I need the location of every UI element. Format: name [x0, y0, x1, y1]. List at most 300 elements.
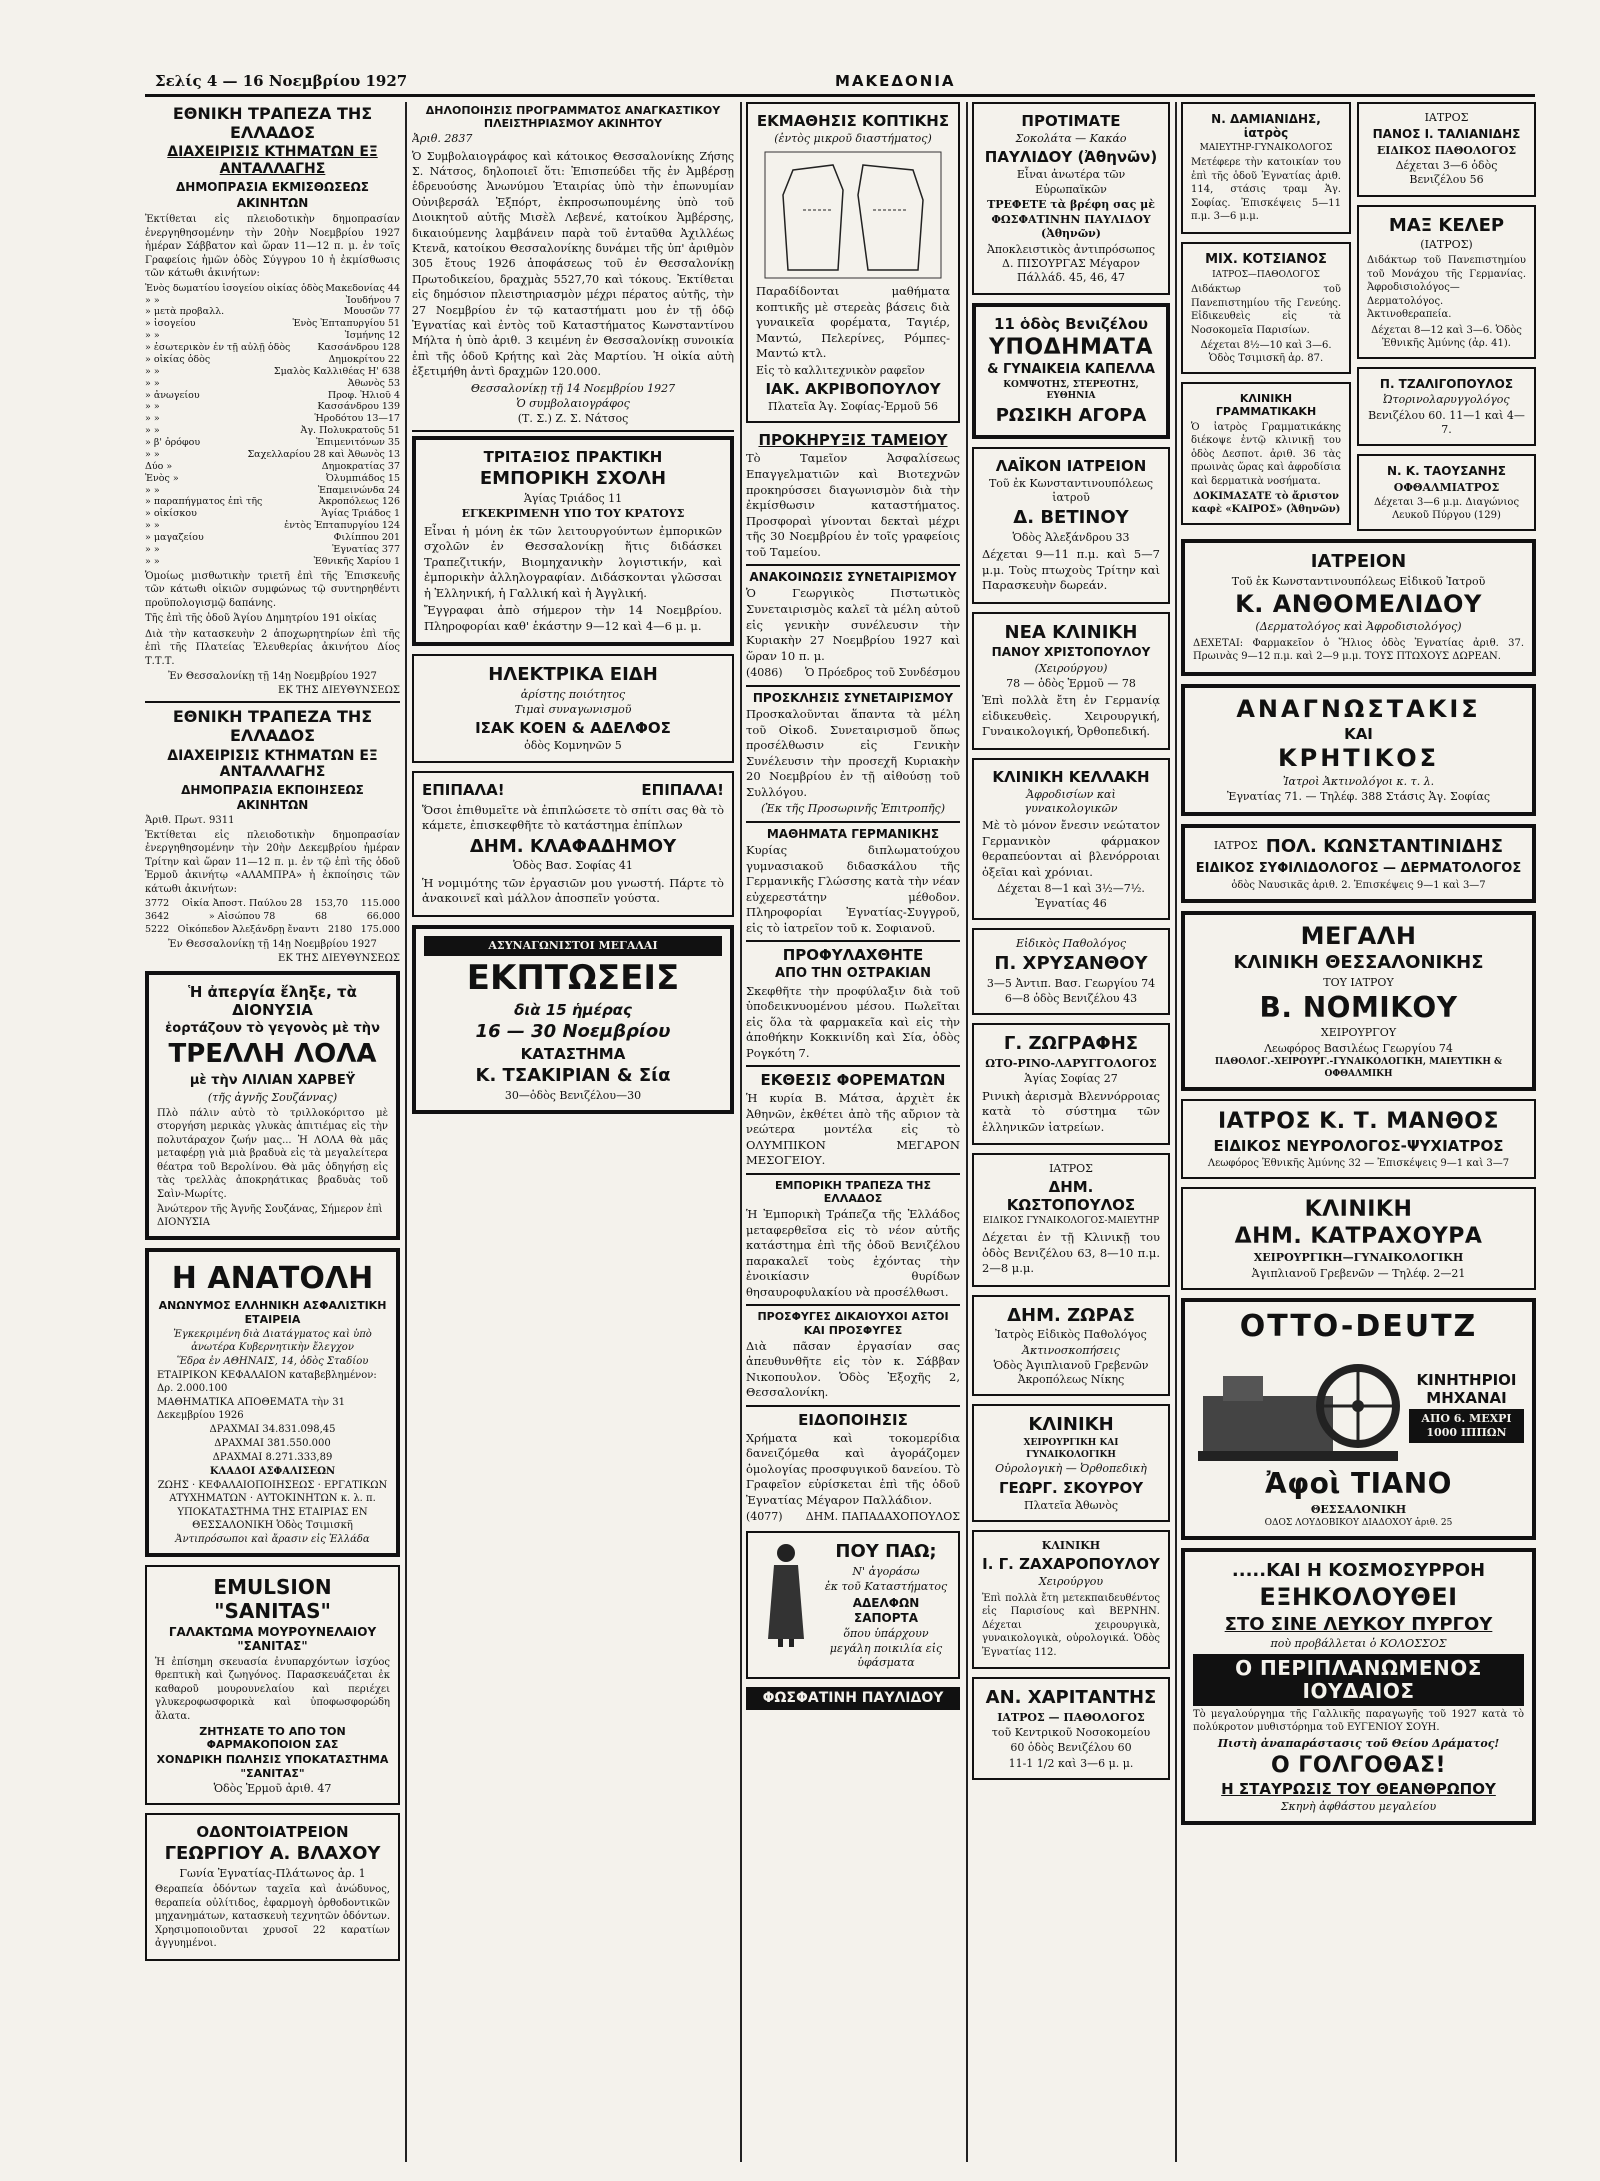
property-cell: Ἀγ. Πολυκρατοῦς 51 — [300, 425, 400, 437]
ad-line: Ἀφροδισίων καὶ γυναικολογικῶν — [1024, 787, 1118, 815]
property-row — [145, 556, 400, 568]
top-doctors-left — [1181, 102, 1351, 539]
ad-name: Γ. ΖΩΓΡΑΦΗΣ — [1003, 1033, 1139, 1055]
skourou-clinic-ad — [972, 1404, 1170, 1522]
page-date: Σελίς 4 — 16 Νοεμβρίου 1927 — [155, 72, 408, 90]
ad-line: ΧΕΙΡΟΥΡΓΙΚΗ ΚΑΙ ΓΥΝΑΙΚΟΛΟΓΙΚΗ — [1023, 1438, 1119, 1460]
property-cell: » » — [145, 330, 160, 342]
ad-line: ΙΑΤΡΟΣ — [1424, 111, 1469, 124]
ad-footer: Ἀνώτερον τῆς Ἀγνῆς Σουζάνας, Σήμερον ἐπὶ ΔΙΟΝΥΣΙΑ — [157, 1204, 383, 1229]
notice-body: Ὁ Γεωργικὸς Πιστωτικὸς Συνεταιρισμὸς καλεῖ τὰ μέλη αὐτοῦ εἰς γενικὴν συνέλευσιν τὴν Κυριακὴν 27 Νοεμβρίου 1927 καὶ ὥραν 10 π. μ. — [746, 586, 960, 663]
ad-name: Ν. ΔΑΜΙΑΝΙΔΗΣ, ἰατρὸς — [1211, 112, 1321, 141]
ad-body: Μετέφερε τὴν κατοικίαν του ἐπὶ τῆς ὁδοῦ Ἐγνατίας ἀριθ. 114, στάσις τραμ Ἁγ. Σοφίας. Ἐπισκέψεις 5—11 π.μ. 3—6 μ.μ. — [1191, 157, 1341, 223]
commercial-school-ad — [412, 436, 734, 646]
ad-address: Λεωφόρος Βασιλέως Γεωργίου 74 — [1264, 1041, 1453, 1055]
ad-line: ΤΟΥ ΙΑΤΡΟΥ — [1323, 975, 1394, 989]
notice-intro: Ἐκτίθεται εἰς πλειοδοτικὴν δημοπρασίαν ἐνεργηθησομένην τὴν 20ὴν Νοεμβρίου 1927 ἡμέραν Σάββατον καὶ ὥραν 11—12 π. μ. ἐν τοῖς Γραφείοις ἡμῶν ὁδὸς Σύγγρου 10 ἡ ἐκμίσθωσις τῶν κάτωθι ἀκινήτων: — [145, 214, 400, 280]
ad-hours: Δέχεται 3—6 ὁδὸς Βενιζέλου 56 — [1395, 158, 1498, 187]
property-row — [145, 425, 400, 437]
sale-cell: Οἰκία Ἀποστ. Παύλου 28 — [181, 898, 303, 910]
film-title: ΤΡΕΛΛΗ ΛΟΛΑ — [168, 1039, 377, 1070]
ad-line: ΖΗΤΗΣΑΤΕ ΤΟ ΑΠΟ ΤΟΝ ΦΑΡΜΑΚΟΠΟΙΟΝ ΣΑΣ — [199, 1725, 346, 1752]
ad-line: ΕΙΔΙΚΟΣ ΝΕΥΡΟΛΟΓΟΣ-ΨΥΧΙΑΤΡΟΣ — [1213, 1136, 1504, 1155]
ad-name: Β. ΝΟΜΙΚΟΥ — [1259, 991, 1458, 1025]
ad-name: ΚΡΗΤΙΚΟΣ — [1278, 744, 1439, 773]
dentist-vlachos-ad — [145, 1813, 400, 1960]
property-cell: » » — [145, 413, 160, 425]
damianidis-ad — [1181, 102, 1351, 234]
property-cell: Κασσάνδρου 128 — [317, 342, 400, 354]
zografis-ad — [972, 1023, 1170, 1145]
notice-signature: ΔΗΜ. ΠΑΠΑΔΑΧΟΠΟΥΛΟΣ — [805, 1510, 960, 1524]
konstantinidis-ad — [1181, 824, 1536, 903]
notice-body: Κυρίας διπλωματούχου γυμνασιακοῦ διδασκάλου τῆς Γερμανικῆς Γλώσσης κατὰ τὴν νέαν εὐχερεστάτην μέθοδον. Πληροφορίαι Ἐγνατίας-Συγγροῦ, εἰς τὸ ἰατρεῖον τοῦ κ. Σοφιανοῦ. — [746, 843, 960, 935]
ad-name: ΙΑΤΡΟΣ Κ. Τ. ΜΑΝΘΟΣ — [1217, 1109, 1500, 1135]
notice-date: Ἐν Θεσσαλονίκῃ τῇ 14ῃ Νοεμβρίου 1927 — [168, 671, 377, 683]
top-doctors-right — [1357, 102, 1536, 539]
notice-number: Ἀριθ. Πρωτ. 9311 — [145, 814, 235, 826]
ad-line: ΖΩΗΣ · ΚΕΦΑΛΑΙΟΠΟΙΗΣΕΩΣ · ΕΡΓΑΤΙΚΩΝ ΑΤΥΧΗΜΑΤΩΝ · ΑΥΤΟΚΙΝΗΤΩΝ κ. λ. π. — [157, 1479, 388, 1504]
divider — [746, 1173, 960, 1175]
notice-footer — [746, 666, 960, 681]
ad-address: 11 ὁδὸς Βενιζέλου — [993, 314, 1149, 333]
ad-line: Ἕδρα ἐν ΑΘΗΝΑΙΣ, 14, ὁδὸς Σταδίου — [176, 1355, 369, 1367]
property-row — [145, 366, 400, 378]
sale-cell: » Αἰσώπου 78 — [208, 911, 276, 923]
notice-body: Ὁμοίως μισθωτικὴν τριετῆ ἐπὶ τῆς Ἐπισκευῆς τῶν κάτωθι οἰκιῶν συμφώνως τῷ συντηρηθέντι προϋπολογισμῷ δαπάνης. — [145, 570, 400, 609]
newspaper-name: ΜΑΚΕΔΟΝΙΑ — [835, 72, 956, 90]
ad-line: ΙΑΤΡΟΣ—ΠΑΘΟΛΟΓΟΣ — [1212, 269, 1320, 280]
divider — [145, 701, 400, 703]
divider — [746, 564, 960, 566]
ad-name: Κ. ΤΣΑΚΙΡΙΑΝ & Σία — [475, 1064, 671, 1086]
property-cell: Ἐπαμεινώνδα 24 — [317, 484, 400, 496]
property-cell: » » — [145, 484, 160, 496]
notice-title: ΠΡΟΚΗΡΥΞΙΣ ΤΑΜΕΙΟΥ — [758, 431, 948, 450]
notice-subtitle-2: ΔΗΜΟΠΡΑΣΙΑ ΕΚΜΙΣΘΩΣΕΩΣ ΑΚΙΝΗΤΩΝ — [175, 179, 370, 210]
property-cell: » » — [145, 520, 160, 532]
ad-name: ΜΙΧ. ΚΟΤΣΙΑΝΟΣ — [1205, 251, 1327, 267]
property-cell: Μακεδονίας 44 — [325, 282, 400, 294]
information-notice — [746, 1411, 960, 1525]
ad-line: ΙΑΤΡΟΣ — [1213, 839, 1258, 853]
ad-line: Ἀκτινοσκοπήσεις — [1022, 1343, 1120, 1357]
property-cell: Ἀθωνὸς 53 — [347, 377, 400, 389]
ad-address: Γωνία Ἐγνατίας-Πλάτωνος ἀρ. 1 — [179, 1866, 366, 1880]
property-cell: » μαγαζείου — [145, 532, 204, 544]
ad-body: Τὸ μεγαλούργημα τῆς Γαλλικῆς παραγωγῆς τοῦ 1927 κατὰ τὸ πολύκροτον μυθιστόρημα τοῦ ΕΥΓΕΝΙΟΥ ΣΟΥΗ. — [1193, 1708, 1524, 1734]
scarlet-fever-notice — [746, 946, 960, 1061]
coffee-line: ΔΟΚΙΜΑΣΑΤΕ τὸ ἄριστον καφὲ «ΚΑΙΡΟΣ» (Ἀθηνῶν) — [1191, 491, 1341, 516]
ad-headline: ΚΛΙΝΙΚΗ ΚΕΛΛΑΚΗ — [992, 767, 1150, 786]
ad-name: ΙΑΚ. ΑΚΡΙΒΟΠΟΥΛΟΥ — [765, 380, 941, 399]
property-cell: Ἰσμήνης 12 — [344, 330, 400, 342]
property-row — [145, 508, 400, 520]
ad-line: (ἐντὸς μικροῦ διαστήματος) — [774, 132, 932, 145]
ad-line: ΧΕΙΡΟΥΡΓΙΚΗ—ΓΥΝΑΙΚΟΛΟΓΙΚΗ — [1253, 1251, 1464, 1265]
ad-line: ΜΑΘΗΜΑΤΙΚΑ ΑΠΟΘΕΜΑΤΑ τὴν 31 Δεκεμβρίου 1926 — [157, 1396, 346, 1421]
ad-line: & ΓΥΝΑΙΚΕΙΑ ΚΑΠΕΛΛΑ — [987, 361, 1155, 377]
sale-list — [145, 898, 400, 936]
film-title: Ο ΠΕΡΙΠΛΑΝΩΜΕΝΟΣ ΙΟΥΔΑΙΟΣ — [1193, 1654, 1524, 1706]
ad-name: ΓΕΩΡΓΙΟΥ Α. ΒΛΑΧΟΥ — [164, 1843, 381, 1865]
woman-figure-illustration — [756, 1539, 816, 1649]
property-cell: ἐντὸς Ἐπταπυργίου 124 — [284, 520, 400, 532]
ad-name: ΠΑΥΛΙΔΟΥ (Ἀθηνῶν) — [984, 148, 1158, 167]
ad-address: 30—ὁδὸς Βενιζέλου—30 — [504, 1088, 642, 1102]
column-1 — [145, 102, 400, 1969]
nomikou-clinic-ad — [1181, 911, 1536, 1092]
ad-headline: ΜΕΓΑΛΗ — [1300, 921, 1417, 950]
property-row — [145, 390, 400, 402]
ad-line: (ΙΑΤΡΟΣ) — [1420, 238, 1473, 252]
property-cell: » » — [145, 425, 160, 437]
ad-address: Πλατεῖα Ἁγ. Σοφίας-Ἑρμοῦ 56 — [768, 400, 938, 414]
ad-line: ΟΦΘΑΛΜΙΑΤΡΟΣ — [1393, 480, 1500, 494]
property-cell: Δύο » — [145, 460, 173, 472]
notice-signature-2: (Τ. Σ.) Ζ. Σ. Νάτσος — [517, 412, 629, 426]
bank-sale-notice — [145, 707, 400, 965]
ad-headline: ΕΚΠΤΩΣΕΙΣ — [466, 957, 680, 998]
property-row — [145, 306, 400, 318]
ad-address: ΟΔΟΣ ΛΟΥΔΟΒΙΚΟΥ ΔΙΑΔΟΧΟΥ ἀριθ. 25 — [1264, 1517, 1453, 1528]
property-cell: » β' ὀρόφου — [145, 437, 201, 449]
ad-headline: ΕΚΜΑΘΗΣΙΣ ΚΟΠΤΙΚΗΣ — [756, 112, 950, 130]
brand-name: OTTO-DEUTZ — [1239, 1308, 1478, 1344]
ad-headline: ΚΛΙΝΙΚΗ — [1028, 1414, 1114, 1436]
sale-cell: 175.000 — [360, 924, 400, 936]
property-row — [145, 473, 400, 485]
katrachoura-clinic-ad — [1181, 1187, 1536, 1290]
ad-hours: Δέχεται 8—12 καὶ 3—6. Ὁδὸς Ἐθνικῆς Ἀμύνης (ἀρ. 41). — [1371, 324, 1522, 349]
ad-address: Ἁγίας Τριάδος 11 — [523, 492, 623, 506]
ad-name: Κ. ΑΝΘΟΜΕΛΙΔΟΥ — [1235, 589, 1482, 618]
ad-body: Διδάκτωρ τοῦ Πανεπιστημίου τοῦ Μονάχου τῆς Γερμανίας. Ἀφροδισιολόγος—Δερματολόγος. Ἀκτινοθεραπεία. — [1367, 255, 1526, 321]
sale-cell: 115.000 — [360, 898, 400, 910]
property-row — [145, 378, 400, 390]
cooperative-notice — [746, 570, 960, 681]
film-title: Ο ΓΟΛΓΟΘΑΣ! — [1270, 1752, 1447, 1778]
column-divider — [405, 102, 407, 2162]
anatoli-insurance-ad — [145, 1248, 400, 1556]
property-row — [145, 437, 400, 449]
ad-line: Ἀντιπρόσωποι καὶ ἄρασιν εἰς Ἑλλάδα — [175, 1533, 370, 1545]
column-5 — [1181, 102, 1536, 1833]
notice-signature: Ὁ συμβολαιογράφος — [516, 396, 630, 410]
ad-name: ΔΗΜ. ΚΛΑΦΑΔΗΜΟΥ — [469, 835, 677, 857]
sanitas-ad — [145, 1565, 400, 1805]
ad-line: ΩΤΟ-ΡΙΝΟ-ΛΑΡΥΓΓΟΛΟΓΟΣ — [985, 1057, 1157, 1071]
divider — [412, 430, 734, 432]
ad-body: Διδάκτωρ τοῦ Πανεπιστημίου τῆς Γενεύης. Εἰδικευθεὶς εἰς τὰ Νοσοκομεῖα Παρισίων. — [1191, 284, 1341, 336]
property-list — [145, 283, 400, 568]
saporta-ad — [746, 1531, 960, 1679]
ad-footer: Ἡ νομιμότης τῶν ἐργασιῶν μου γνωστή. Πάρτε τὸ ἀνακοινεῖ καὶ μάλλον ἀποσπεῖν γούστα. — [422, 875, 724, 906]
notice-title: ΑΝΑΚΟΙΝΩΣΙΣ ΣΥΝΕΤΑΙΡΙΣΜΟΥ — [749, 570, 957, 585]
notice-subtitle: ΔΙΑΧΕΙΡΙΣΙΣ ΚΤΗΜΑΤΩΝ ΕΞ ΑΝΤΑΛΛΑΓΗΣ — [167, 747, 378, 781]
ad-line: Τιμαὶ συναγωνισμοῦ — [514, 703, 632, 717]
sale-cell: 68 — [315, 911, 328, 923]
property-cell: » μετὰ προβαλλ. — [145, 306, 225, 318]
notice-body: Διὰ πᾶσαν ἐργασίαν σας ἀπευθυνθῆτε εἰς τὸν κ. Σάββαν Νικοπουλον. Ὁδὸς Ἐξοχῆς 2, Θεσσαλονίκη. — [746, 1338, 960, 1400]
ad-line: ΠΑΘΟΛΟΓ.-ΧΕΙΡΟΥΡΓ.-ΓΥΝΑΙΚΟΛΟΓΙΚΗ, ΜΑΙΕΥΤΙΚΗ & ΟΦΘΑΛΜΙΚΗ — [1214, 1056, 1503, 1079]
notice-subtitle-2: ΔΗΜΟΠΡΑΣΙΑ ΕΚΠΟΙΗΣΕΩΣ ΑΚΙΝΗΤΩΝ — [181, 783, 364, 812]
ad-headline: ΙΑΤΡΕΙΟΝ — [1310, 550, 1407, 572]
ad-headline: ΠΟΥ ΠΑΩ; — [835, 1541, 937, 1563]
property-cell: » παραπήγματος ἐπὶ τῆς — [145, 496, 263, 508]
ad-line: ἑορτάζουν τὸ γεγονὸς μὲ τὴν — [165, 1020, 380, 1036]
divider — [746, 940, 960, 942]
ad-address: Λεωφόρος Ἐθνικῆς Ἀμύνης 32 — Ἐπισκέψεις 9—1 καὶ 3—7 — [1207, 1157, 1510, 1169]
ad-address: 6—8 ὁδὸς Βενιζέλου 43 — [1004, 992, 1138, 1006]
notice-subtitle: ΑΠΟ ΤΗΝ ΟΣΤΡΑΚΙΑΝ — [775, 966, 931, 982]
property-cell: Κασσάνδρου 139 — [317, 401, 400, 413]
notice-footer — [746, 1510, 960, 1525]
ad-hours: Βενιζέλου 60. 11—1 καὶ 4—7. — [1368, 408, 1525, 436]
column-3 — [746, 102, 960, 1712]
anthomelidou-ad — [1181, 539, 1536, 676]
ad-line: ΚΛΙΝΙΚΗ ΘΕΣΣΑΛΟΝΙΚΗΣ — [1233, 952, 1484, 974]
property-row — [145, 544, 400, 556]
ad-line: ΚΑΙ — [1344, 725, 1373, 744]
property-cell: Ἑνὸς » — [145, 472, 179, 484]
ad-line: ἐκ τοῦ Καταστήματος — [824, 1580, 948, 1594]
ad-line: Τοῦ ἐκ Κωνσταντινουπόλεως Εἰδικοῦ Ἰατροῦ — [1231, 574, 1486, 588]
ad-hours: ὁδὸς Ναυσικᾶς ἀριθ. 2. Ἐπισκέψεις 9—1 καὶ 3—7 — [1231, 879, 1486, 891]
ad-body: Θεραπεία ὀδόντων ταχεῖα καὶ ἀνώδυνος, θεραπεία οὐλίτιδος, ἐφαρμογὴ ὀρθοδοντικῶν μηχανημάτων, κατασκευὴ τεχνητῶν ὀδόντων. Χρησιμοποιοῦνται χρυσοῖ 22 καρατίων ἀγγυημένοι. — [155, 1884, 390, 1950]
notice-signature: ΕΚ ΤΗΣ ΔΙΕΥΘΥΝΣΕΩΣ — [278, 685, 400, 697]
ad-headline: ΚΛΙΝΙΚΗ — [1041, 1539, 1101, 1553]
property-cell: Ἰουδήνου 7 — [345, 294, 400, 306]
ad-line: ΚΛΑΔΟΙ ΑΣΦΑΛΙΣΕΩΝ — [209, 1465, 336, 1477]
notice-title: ΕΘΝΙΚΗ ΤΡΑΠΕΖΑ ΤΗΣ ΕΛΛΑΔΟΣ — [172, 104, 373, 143]
notice-title: ΔΗΛΟΠΟΙΗΣΙΣ ΠΡΟΓΡΑΜΜΑΤΟΣ ΑΝΑΓΚΑΣΤΙΚΟΥ ΠΛΕΙΣΤΗΡΙΑΣΜΟΥ ΑΚΙΝΗΤΟΥ — [425, 104, 721, 131]
ad-line: 16 — 30 Νοεμβρίου — [475, 1021, 671, 1043]
property-cell: Ἐπιμενιτόνων 35 — [315, 437, 400, 449]
ad-name: ΡΩΣΙΚΗ ΑΓΟΡΑ — [995, 404, 1147, 426]
cinema-ad — [1181, 1548, 1536, 1825]
property-row — [145, 413, 400, 425]
grammatikaki-clinic-ad — [1181, 382, 1351, 525]
notice-body: Σκεφθῆτε τὴν προφύλαξιν διὰ τοῦ ὑποδεικνυομένου μέσου. Πωλεῖται εἰς ὅλα τὰ φαρμακεῖα καὶ εἰς τὴν ἀποθήκην Κοκκινίδη καὶ Σία, ὁδὸς Ρογκότη 7. — [746, 983, 960, 1060]
ad-name: ΑΔΕΛΦΩΝ ΣΑΠΟΡΤΑ — [852, 1596, 920, 1625]
property-cell: Σαχελλαρίου 28 καὶ Ἀθωνὸς 13 — [247, 448, 400, 460]
ad-headline: ΕΞΗΚΟΛΟΥΘΕΙ — [1259, 1583, 1458, 1612]
ad-line: ΔΡΑΧΜΑΙ 34.831.098,45 — [209, 1423, 336, 1435]
ad-line: ΥΠΟΚΑΤΑΣΤΗΜΑ ΤΗΣ ΕΤΑΙΡΙΑΣ ΕΝ ΘΕΣΣΑΛΟΝΙΚΗ Ὁδὸς Τσιμισκῆ — [177, 1506, 368, 1531]
sale-cell: 66.000 — [366, 911, 400, 923]
column-2 — [412, 102, 734, 1122]
property-cell: Ἁγίας Τριάδος 1 — [321, 508, 400, 520]
ad-line: ποὺ προβάλλεται ὁ ΚΟΛΟΣΣΟΣ — [1270, 1637, 1447, 1651]
sale-cell: 3642 — [145, 911, 170, 923]
notice-number: (4086) — [746, 666, 783, 680]
notice-signature: ΕΚ ΤΗΣ ΔΙΕΥΘΥΝΣΕΩΣ — [278, 952, 400, 964]
ad-address: Ἀγιπλιανοῦ Γρεβενῶν — Τηλέφ. 2—21 — [1251, 1266, 1466, 1280]
ad-headline: ΠΡΟΤΙΜΑΤΕ — [1021, 112, 1121, 130]
ad-tag: ΕΠΙΠΑΛΑ! — [422, 780, 505, 799]
otto-deutz-text — [1409, 1369, 1524, 1445]
ad-line: Οὐρολογικὴ — Ὀρθοπεδικὴ — [995, 1462, 1147, 1476]
invitation-notice — [746, 691, 960, 817]
ad-name: ΚΛΙΝΙΚΗ ΓΡΑΜΜΑΤΙΚΑΚΗ — [1215, 392, 1317, 419]
ad-name: Δ. ΒΕΤΙΝΟΥ — [1013, 507, 1129, 529]
ad-line: ΚΙΝΗΤΗΡΙΟΙ ΜΗΧΑΝΑΙ — [1416, 1370, 1517, 1407]
property-row — [145, 295, 400, 307]
ad-name: ΓΕΩΡΓ. ΣΚΟΥΡΟΥ — [998, 1478, 1144, 1497]
property-cell: » ἀνωγείου — [145, 389, 200, 401]
column-divider — [740, 102, 742, 2162]
chrysanthou-ad — [972, 928, 1170, 1015]
property-cell: Προφ. Ἠλιοῦ 4 — [327, 389, 400, 401]
sale-row — [145, 924, 400, 937]
notice-title: ΕΘΝΙΚΗ ΤΡΑΠΕΖΑ ΤΗΣ ΕΛΛΑΔΟΣ — [172, 707, 373, 746]
ad-line: ΙΑΤΡΟΣ — ΠΑΘΟΛΟΓΟΣ — [997, 1710, 1145, 1724]
ad-name: Π. ΧΡΥΣΑΝΘΟΥ — [994, 953, 1148, 975]
property-cell: » » — [145, 294, 160, 306]
property-cell: » ἐσωτερικὸν ἐν τῇ αὐλῇ ὁδὸς — [145, 342, 291, 354]
ad-line: Ἐγκεκριμένη διὰ Διατάγματος καὶ ὑπὸ ἀνωτέρα Κυβερνητικὴν ἔλεγχον — [173, 1328, 372, 1353]
sale-cell: 153,70 — [314, 898, 349, 910]
notice-body: Ἡ κυρία Β. Μάτσα, ἀρχιὲτ ἐκ Ἀθηνῶν, ἐκθέτει ἀπὸ τῆς αὔριον τὰ νεώτερα μοντέλα εἰς τὸ ΟΛΥΜΠΙΚΟΝ ΜΕΓΑΡΟΝ ΜΕΣΟΓΕΙΟΥ. — [746, 1091, 960, 1168]
notice-body-3: Διὰ τὴν κατασκευὴν 2 ἀποχωρητηρίων ἐπὶ τῆς ἐπὶ τῆς Πλατείας Ἐλευθερίας ἀκινήτου Δίος Τ.Τ.Τ. — [145, 628, 400, 667]
ad-line: ΕΤΑΙΡΙΚΟΝ ΚΕΦΑΛΑΙΟΝ καταβεβλημένον: Δρ. 2.000.100 — [157, 1369, 377, 1394]
taousanis-ad — [1357, 454, 1536, 531]
sale-cell: Οἰκόπεδον Ἀλεξάνδρῃ ἔναντι — [177, 924, 320, 936]
property-row — [145, 342, 400, 354]
column-divider — [966, 102, 968, 2162]
ad-line: Ἀποκλειστικὸς ἀντιπρόσωπος Δ. ΠΙΣΟΥΡΓΑΣ Μέγαρον Πάλλάδ. 45, 46, 47 — [986, 242, 1156, 285]
property-cell: » » — [145, 555, 160, 567]
otto-deutz-body — [1193, 1346, 1524, 1466]
top-doctors-row — [1181, 102, 1536, 539]
ad-line: ΙΣΑΚ ΚΟΕΝ & ΑΔΕΛΦΟΣ — [475, 719, 671, 738]
ad-body: Ἡ ἐπίσημη σκευασία ἐνυπαρχόντων ἰσχύος θρεπτικὴ καὶ ζωηγόνος. Παρασκευάζεται ἐκ καθαροῦ μουρουνελαίου καὶ περιέχει γλυκεροφωσφορικὰ καὶ ὑποφωσφορώδη ἄλατα. — [155, 1656, 390, 1722]
sale-row — [145, 911, 400, 924]
bank-lease-notice — [145, 104, 400, 697]
masthead — [145, 72, 1535, 97]
ad-address: Ὁδὸς Ἀλεξάνδρου 33 — [1012, 530, 1130, 544]
ad-line: Ν' ἀγοράσω — [852, 1564, 920, 1578]
ad-line: (Δερματολόγος καὶ Ἀφροδισιολόγος) — [1255, 620, 1462, 634]
ad-body: Ὅσοι ἐπιθυμεῖτε νὰ ἐπιπλώσετε τὸ σπίτι σας θὰ τὸ κάμετε, ἐπισκεφθῆτε τὸ κατάστημα ἐπίπλων — [422, 802, 724, 833]
property-cell: Ἑνὸς Ἐπταπυργίου 51 — [292, 318, 400, 330]
property-cell: » οἰκίσκου — [145, 508, 197, 520]
sale-cell: 2180 — [328, 924, 353, 936]
property-cell: Ἡροδότου 13—17 — [314, 413, 400, 425]
ad-line: διὰ 15 ἡμέρας — [514, 1001, 632, 1020]
ad-line: ΕΙΔΙΚΟΣ ΓΥΝΑΙΚΟΛΟΓΟΣ-ΜΑΙΕΥΤΗΡ — [982, 1216, 1160, 1227]
ad-line: ΕΓΚΕΚΡΙΜΕΝΗ ΥΠΟ ΤΟΥ ΚΡΑΤΟΥΣ — [461, 507, 685, 521]
sale-cell: 5222 — [145, 924, 170, 936]
notice-title: ΜΑΘΗΜΑΤΑ ΓΕΡΜΑΝΙΚΗΣ — [766, 826, 940, 841]
ad-line: .....ΚΑΙ Η ΚΟΣΜΟΣΥΡΡΟΗ — [1231, 1560, 1486, 1582]
ad-address: Δέχεται 8—1 καὶ 3½—7½. Ἐγνατίας 46 — [997, 882, 1145, 910]
ad-name: Ι. Γ. ΖΑΧΑΡΟΠΟΥΛΟΥ — [982, 1555, 1160, 1574]
sale-row — [145, 898, 400, 911]
ad-headline: ΥΠΟΔΗΜΑΤΑ — [989, 334, 1153, 360]
property-cell: » » — [145, 365, 160, 377]
dress-pattern-illustration — [763, 150, 943, 280]
notice-subtitle: ΔΙΑΧΕΙΡΙΣΙΣ ΚΤΗΜΑΤΩΝ ΕΞ ΑΝΤΑΛΛΑΓΗΣ — [167, 144, 378, 178]
ad-line: ΑΣΥΝΑΓΩΝΙΣΤΟΙ ΜΕΓΑΛΑΙ — [424, 936, 722, 956]
ad-line: Πιστὴ ἀναπαράστασις τοῦ Θείου Δράματος! — [1217, 1736, 1500, 1750]
property-cell: Ὀλυμπιάδος 15 — [325, 472, 400, 484]
ad-footer: Ἔγγραφαι ἀπὸ σήμερον τὴν 14 Νοεμβρίου. Πληροφορίαι καθ' ἑκάστην 9—12 καὶ 4—6 μ. μ. — [424, 603, 722, 633]
ad-line: ΧΟΝΔΡΙΚΗ ΠΩΛΗΣΙΣ ΥΠΟΚΑΤΑΣΤΗΜΑ "ΣΑΝΙΤΑΣ" — [156, 1753, 389, 1780]
ad-address: 60 ὁδὸς Βενιζέλου 60 — [1010, 1741, 1132, 1755]
ad-line: ΚΟΜΨΟΤΗΣ, ΣΤΕΡΕΟΤΗΣ, ΕΥΘΗΝΙΑ — [1003, 379, 1139, 402]
property-cell: » ἰσογείου — [145, 318, 196, 330]
ad-line: ΚΑΤΑΣΤΗΜΑ — [520, 1044, 626, 1063]
ad-line: Χειρούργου — [1038, 1575, 1104, 1589]
property-cell: Ἀκροπόλεως 126 — [318, 496, 400, 508]
otto-deutz-ad — [1181, 1298, 1536, 1541]
ad-line: Εἶναι ἀνωτέρα τῶν Εὐρωπαϊκῶν — [1016, 168, 1126, 196]
notice-body: Ὁ Συμβολαιογράφος καὶ κάτοικος Θεσσαλονίκης Ζήσης Σ. Νάτσος, δηλοποιεῖ ὅτι: Ἐπισπεύδει τῆς ἐν Ἀμβέρσῃ ἑδρευούσης Ἀνωνύμου Ἑταιρίας ὑπὸ τὴν ἐπωνυμίαν Οὐνιβερσάλ Ἐξπόρτ, ἐκπροσωπουμένης ὑπὸ τοῦ Διοικητοῦ αὐτῆς Μισὲλ Λεβενέ, κατοίκου Ἀμβέρσης, δικαιούμενης λαμβάνειν παρὰ τοῦ ἐνταῦθα Ἀχιλλέως Κτενᾶ, κατοίκου Θεσσαλονίκης δυνάμει τῆς ὑπ' ἀριθμὸν 305 ἔτους 1926 ἀποφάσεως τοῦ ἐν Θεσσαλονίκῃ Πρωτοδικείου, δραχμὰς 5527,70 καὶ τόκους. Ἐκτίθεται εἰς δημόσιον πλειστηριασμὸν μέχρι πέρατος αὐτῆς, τὴν 27 Νοεμβρίου ἐν τῷ καταστήματι μου ἐν τῇ ὁδῷ Ἐγνατίας καὶ ἐντὸς τοῦ Καταστήματος Κωνσταντίνου Μήλτα ἡ ὑπὸ ἀριθ. 3 κειμένη ἐν Θεσσαλονίκῃ συνοικία ἐπὶ τῆς ὁδοῦ Κρήτης καὶ 2ὰς Μαρτίου. Ἡ οἰκία αὐτὴ ἐξετιμήθη ἀντὶ δραχμῶν 120.000. — [412, 149, 734, 379]
ad-name: ΔΗΜ. ΚΩΣΤΟΠΟΥΛΟΣ — [1006, 1178, 1136, 1215]
ad-address: ὁδὸς Κομνηνῶν 5 — [524, 739, 622, 753]
ad-line: μὲ τὴν ΛΙΛΙΑΝ ΧΑΡΒΕΫ — [189, 1073, 356, 1089]
ad-name: ΑΝΑΓΝΩΣΤΑΚΙΣ — [1236, 694, 1481, 723]
ad-name: ΠΟΛ. ΚΩΝΣΤΑΝΤΙΝΙΔΗΣ — [1265, 835, 1504, 857]
property-row — [145, 449, 400, 461]
property-cell: » » — [145, 401, 160, 413]
property-cell: » οἰκίας ὁδὸς — [145, 353, 211, 365]
product-name: EMULSION "SANITAS" — [213, 1574, 332, 1623]
notice-body: Χρήματα καὶ τοκομερίδια δανειζόμεθα καὶ ἀγοράζομεν ὁμολογίας προσφυγικοῦ δανείου. Τὸ Γραφεῖον εὑρίσκεται ἐπὶ τῆς ὁδοῦ Ἐγνατίας Μέγαρον Παλλάδιον. — [746, 1430, 960, 1507]
ad-address: Πλατεῖα Ἀθωνὸς — [1023, 1498, 1119, 1512]
cocoa-ad — [972, 102, 1170, 295]
notice-body: Τὸ Ταμεῖον Ἀσφαλίσεως Επαγγελματιῶν καὶ Βιοτεχνῶν προκηρύσσει διαγωνισμὸν διὰ τὴν ἐκμίσθωσιν καταστήματος. Προσφοραὶ γίνονται δεκταὶ μέχρι τῆς 30 Νοεμβρίου ἐν τοῖς γραφείοις τοῦ Ταμείου. — [746, 451, 960, 559]
ad-line: ΙΑΤΡΟΣ — [1049, 1162, 1093, 1176]
ad-line: Η ΣΤΑΥΡΩΣΙΣ ΤΟΥ ΘΕΑΝΘΡΩΠΟΥ — [1221, 1780, 1496, 1799]
property-cell: Ἑνὸς δωματίου ἰσογείου οἰκίας ὁδὸς — [145, 282, 324, 294]
ad-line: ΤΡΕΦΕΤΕ τὰ βρέφη σας μὲ — [987, 197, 1155, 211]
sale-ad — [412, 925, 734, 1114]
anagnostakis-ad — [1181, 684, 1536, 816]
property-row — [145, 401, 400, 413]
keller-ad — [1357, 205, 1536, 359]
ad-address: Ὁδὸς Ἀγιπλιανοῦ Γρεβενῶν Ἀκροπόλεως Νίκης — [993, 1358, 1149, 1387]
property-row — [145, 496, 400, 508]
ad-line: ΤΡΙΤΑΞΙΟΣ ΠΡΑΚΤΙΚΗ — [483, 448, 663, 467]
ad-tag: ΕΠΙΠΑΛΑ! — [641, 780, 724, 799]
ad-line: Τοῦ ἐκ Κωνσταντινουπόλεως ἰατροῦ — [988, 476, 1154, 504]
ad-hours: Δέχεται 3—6 μ.μ. Διαγώνιος Λευκοῦ Πύργου (129) — [1373, 496, 1520, 521]
cinema-name: ΣΤΟ ΣΙΝΕ ΛΕΥΚΟΥ ΠΥΡΓΟΥ — [1224, 1613, 1493, 1635]
column-4 — [972, 102, 1170, 1788]
property-row — [145, 330, 400, 342]
ad-line: (τῆς ἀγνῆς Σουζάννας) — [207, 1090, 338, 1104]
kostopoulos-ad — [972, 1153, 1170, 1287]
dionysia-cinema-ad — [145, 971, 400, 1241]
ad-line: ΘΕΣΣΑΛΟΝΙΚΗ — [1310, 1502, 1407, 1516]
dress-exhibition-notice — [746, 1071, 960, 1169]
ad-name: ΕΜΠΟΡΙΚΗ ΣΧΟΛΗ — [479, 468, 667, 490]
ad-name: ΔΗΜ. ΖΩΡΑΣ — [1007, 1304, 1135, 1326]
ad-address: 3—5 Ἀντιπ. Βασ. Γεωργίου 74 — [986, 976, 1156, 990]
property-cell: Μουσῶν 77 — [343, 306, 400, 318]
zacharopoulou-clinic-ad — [972, 1530, 1170, 1669]
ad-line: (Χειρούργου) — [1034, 661, 1108, 675]
property-cell: Ἐθνικῆς Χαρίου 1 — [313, 555, 400, 567]
electrical-goods-ad — [412, 654, 734, 762]
ad-line: ΑΠΟ 6. ΜΕΧΡΙ 1000 ΙΠΠΩΝ — [1409, 1409, 1524, 1444]
property-cell: » » — [145, 543, 160, 555]
property-cell: Σμαλὸς Καλλιθέας Η' 638 — [273, 365, 400, 377]
ad-name: ΗΛΕΚΤΡΙΚΑ ΕΙΔΗ — [488, 664, 658, 686]
